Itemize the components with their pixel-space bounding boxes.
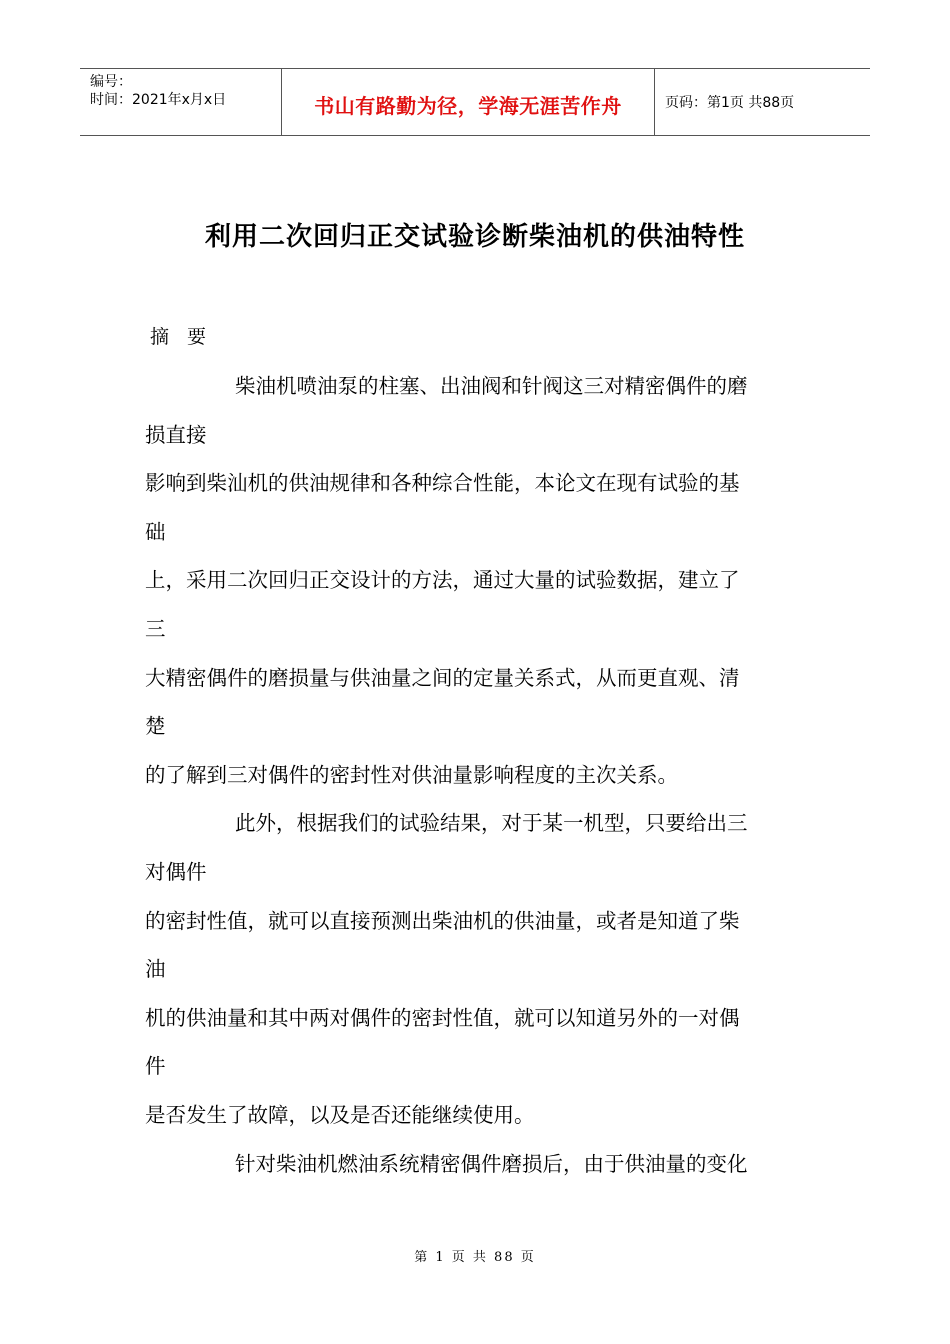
header-table	[80, 68, 870, 136]
document-number-label: 编号：	[90, 74, 132, 90]
paragraph-line: 础	[145, 519, 166, 544]
header-page-cell	[655, 69, 870, 135]
page-footer: 第 1 页 共 88 页	[414, 1250, 536, 1265]
paragraph-line: 对偶件	[145, 859, 207, 884]
abstract-heading: 摘 要	[150, 326, 213, 348]
paragraph-line: 大精密偶件的磨损量与供油量之间的定量关系式，从而更直观、清	[145, 665, 740, 690]
paragraph-line: 件	[145, 1054, 166, 1079]
document-time-label: 时间：2021年x月x日	[90, 92, 227, 108]
header-motto: 书山有路勤为径，学海无涯苦作舟	[314, 93, 622, 118]
document-title: 利用二次回归正交试验诊断柴油机的供油特性	[204, 222, 745, 252]
paragraph-line: 针对柴油机燃油系统精密偶件磨损后，由于供油量的变化	[235, 1151, 748, 1176]
paragraph-line: 损直接	[145, 422, 207, 447]
paragraph-line: 三	[145, 616, 166, 641]
paragraph-line: 楚	[145, 714, 166, 739]
paragraph-line: 此外，根据我们的试验结果，对于某一机型，只要给出三	[235, 811, 748, 836]
paragraph-line: 影响到柴汕机的供油规律和各种综合性能，本论文在现有试验的基	[145, 471, 740, 496]
paragraph-line: 的了解到三对偶件的密封性对供油量影响程度的主次关系。	[145, 762, 678, 787]
paragraph-line: 上，采用二次回归正交设计的方法，通过大量的试验数据，建立了	[145, 568, 740, 593]
header-page-info: 页码：第1页 共88页	[665, 95, 795, 111]
header-motto-cell	[282, 69, 655, 135]
paragraph-line: 是否发生了故障，以及是否还能继续使用。	[145, 1102, 535, 1127]
paragraph-line: 柴油机喷油泵的柱塞、出油阀和针阀这三对精密偶件的磨	[235, 374, 748, 398]
paragraph-line: 机的供油量和其中两对偶件的密封性值，就可以知道另外的一对偶	[145, 1005, 740, 1030]
abstract-body	[145, 362, 810, 1188]
paragraph-line: 油	[145, 957, 166, 982]
paragraph-line: 的密封性值，就可以直接预测出柴油机的供油量，或者是知道了柴	[145, 908, 740, 933]
header-meta-cell	[80, 69, 282, 135]
